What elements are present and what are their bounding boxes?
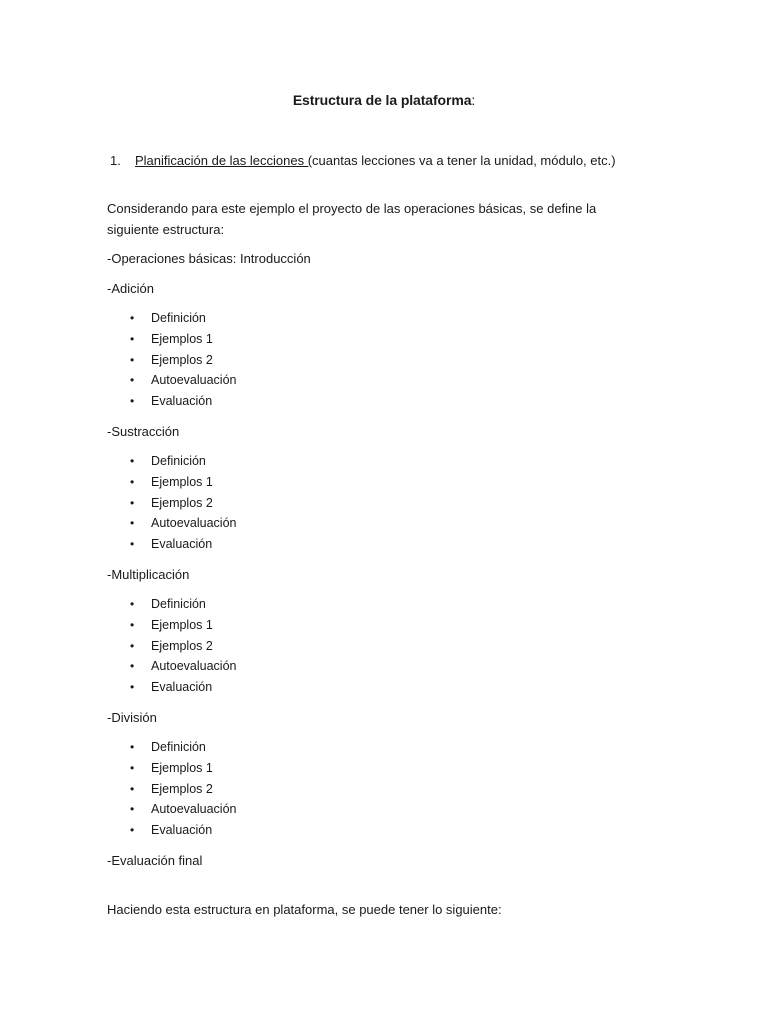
list-item-label: Autoevaluación xyxy=(151,802,237,817)
list-item-label: Ejemplos 2 xyxy=(151,495,213,510)
list-item-label: Evaluación xyxy=(151,394,213,409)
bullet-icon: • xyxy=(130,617,135,632)
list-item-label: Autoevaluación xyxy=(151,516,237,531)
list-item xyxy=(130,391,236,412)
bullet-icon: • xyxy=(130,659,135,674)
list-item-label: Definición xyxy=(151,454,206,468)
list-item xyxy=(130,737,236,758)
list-item-label: Evaluación xyxy=(151,537,213,552)
list-item xyxy=(130,350,236,371)
list-item xyxy=(130,472,236,493)
page-title xyxy=(0,92,768,108)
bullet-icon: • xyxy=(130,454,135,468)
list-item-label: Ejemplos 1 xyxy=(151,617,213,632)
bullet-icon: • xyxy=(130,352,135,367)
bullet-icon: • xyxy=(130,781,135,796)
bullet-icon: • xyxy=(130,802,135,817)
list-item-label: Autoevaluación xyxy=(151,373,237,388)
title-colon: : xyxy=(471,92,476,108)
section-heading-adicion: -Adición xyxy=(107,281,154,296)
bullet-icon: • xyxy=(130,311,135,325)
bullet-icon: • xyxy=(130,474,135,489)
section-heading-sustraccion: -Sustracción xyxy=(107,424,180,439)
list-item-label: Ejemplos 2 xyxy=(151,781,213,796)
bullet-icon: • xyxy=(130,680,135,695)
list-item-label: Ejemplos 1 xyxy=(151,331,213,346)
title-text: Estructura de la plataforma xyxy=(292,92,472,108)
section-list-sustraccion xyxy=(130,451,236,555)
underlined-heading: Planificación de las lecciones ( xyxy=(135,153,313,168)
bullet-icon: • xyxy=(130,331,135,346)
section-list-multiplicacion xyxy=(130,594,236,698)
bullet-icon: • xyxy=(130,823,135,838)
list-item xyxy=(130,758,236,779)
list-item xyxy=(130,370,236,391)
list-item-label: Evaluación xyxy=(151,680,213,695)
list-item xyxy=(130,594,236,615)
bullet-icon: • xyxy=(130,495,135,510)
list-item xyxy=(130,779,236,800)
section-list-adicion xyxy=(130,308,236,412)
list-item-label: Evaluación xyxy=(151,823,213,838)
list-item xyxy=(130,308,236,329)
bullet-icon: • xyxy=(130,537,135,552)
bullet-icon: • xyxy=(130,760,135,775)
list-item xyxy=(130,615,236,636)
bullet-icon: • xyxy=(130,373,135,388)
intro-heading: -Operaciones básicas: Introducción xyxy=(107,251,311,266)
bullet-icon: • xyxy=(130,597,135,611)
list-item-label: Ejemplos 2 xyxy=(151,352,213,367)
bullet-icon: • xyxy=(130,740,135,754)
list-item xyxy=(130,534,236,555)
bullet-icon: • xyxy=(130,516,135,531)
list-item xyxy=(130,677,236,698)
closing-paragraph: Haciendo esta estructura en plataforma, se puede tener lo siguiente: xyxy=(107,902,502,917)
list-item-label: Definición xyxy=(151,740,206,754)
list-item xyxy=(130,656,236,677)
list-number: 1. xyxy=(110,153,121,168)
list-item xyxy=(130,820,236,841)
list-item xyxy=(130,493,236,514)
final-evaluation-heading: -Evaluación final xyxy=(107,853,203,868)
section-heading-multiplicacion: -Multiplicación xyxy=(107,567,190,582)
list-item xyxy=(130,513,236,534)
list-item xyxy=(130,329,236,350)
intro-paragraph: Considerando para este ejemplo el proyecto de las operaciones básicas, se define la siguiente estructura: xyxy=(107,201,597,237)
section-heading-division: -División xyxy=(107,710,157,725)
heading-description: cuantas lecciones va a tener la unidad, módulo, etc.) xyxy=(312,153,616,168)
bullet-icon: • xyxy=(130,638,135,653)
list-item xyxy=(130,451,236,472)
list-item-label: Definición xyxy=(151,597,206,611)
list-item xyxy=(130,799,236,820)
list-item xyxy=(130,636,236,657)
list-item-label: Ejemplos 1 xyxy=(151,760,213,775)
section-list-division xyxy=(130,737,236,841)
bullet-icon: • xyxy=(130,394,135,409)
list-item-label: Ejemplos 1 xyxy=(151,474,213,489)
list-item-label: Definición xyxy=(151,311,206,325)
list-item-label: Ejemplos 2 xyxy=(151,638,213,653)
list-item-label: Autoevaluación xyxy=(151,659,237,674)
numbered-list-item xyxy=(110,153,616,168)
